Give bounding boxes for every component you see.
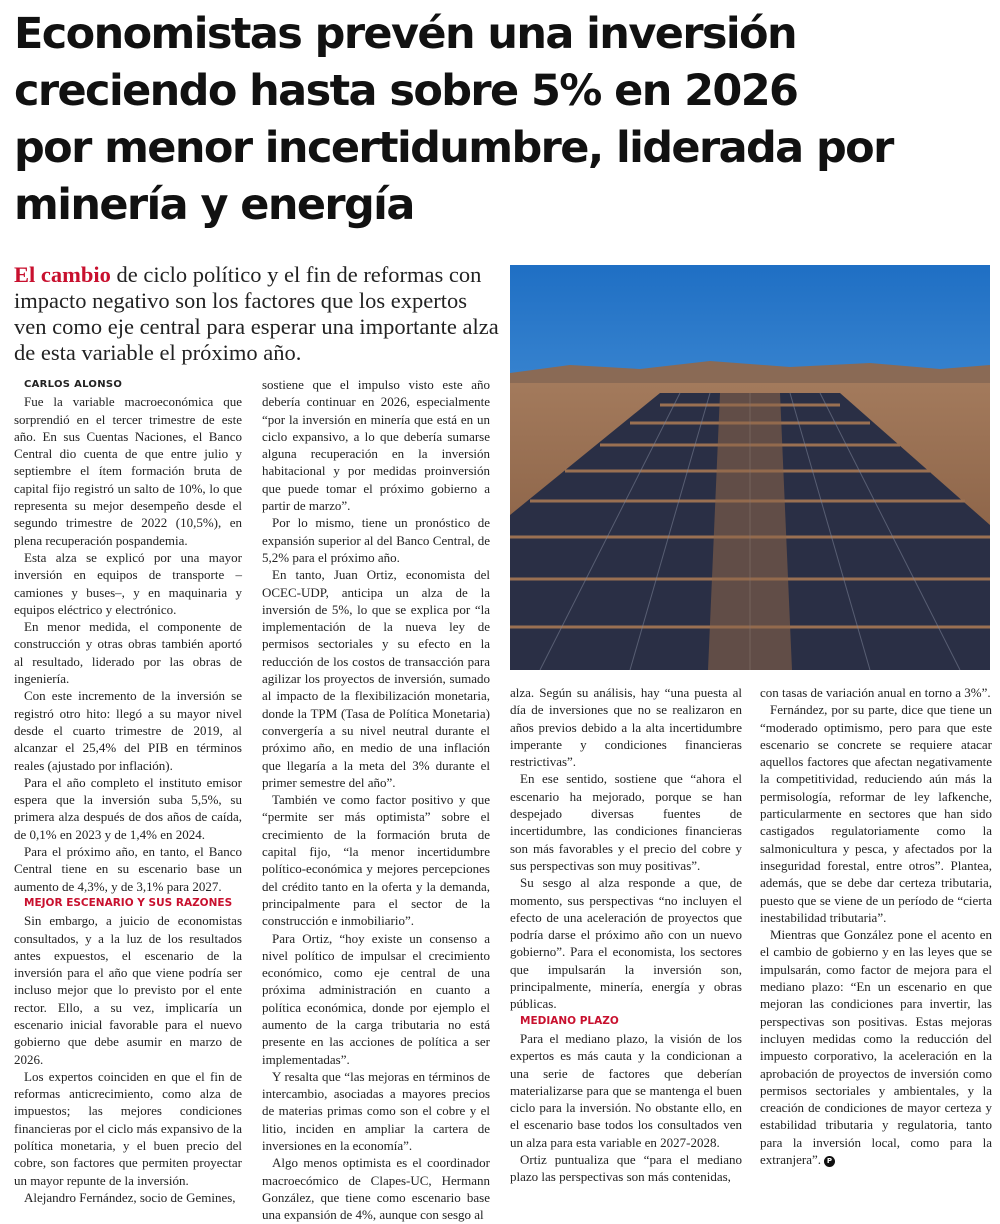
article-column-2 xyxy=(262,376,490,1224)
paragraph: Para el año completo el instituto emisor espera que la inversión suba 5,5%, su primera alza después de dos años de caída, de 0,1% en 2023 y de 1,4% en 2024. xyxy=(14,774,242,842)
paragraph-text: Mientras que González pone el acento en el cambio de gobierno y en las leyes que se impulsarán, como factor de mejora para el mediano plazo: “En un escenario en que mejoran las condiciones para invertir, las perspectivas son positivas. Estas mejoras incluyen medidas como la reducción del impuesto corporativo, la aceleración en la aprobación de proyectos de inversión como permisos sectoriales y ambientales, y la creación de condiciones de mayor certeza y estabilidad tributaria y regulatoria, tanto para la inversión local, como para la extranjera”. xyxy=(760,927,992,1168)
paragraph: Algo menos optimista es el coordinador macroecómico de Clapes-UC, Hermann González, que tiene como escenario base una expansión de 4%, aunque con sesgo al xyxy=(262,1155,490,1223)
paragraph: alza. Según su análisis, hay “una puesta al día de inversiones que no se realizaron en años previos debido a la alta incertidumbre imperante y condiciones financieras restrictivas”. xyxy=(510,685,742,770)
headline-line-1: Economistas prevén una inversión xyxy=(14,9,797,59)
headline-line-3: por menor incertidumbre, liderada por xyxy=(14,123,893,173)
headline-line-4: minería y energía xyxy=(14,180,414,230)
paragraph: Para Ortiz, “hoy existe un consenso a nivel político de impulsar el crecimiento económico, como eje central de una próxima administración en cuanto a política económica, donde por ejemplo el aumento de la carga tributaria no está presente en las acciones de política a ser implementadas”. xyxy=(262,930,490,1067)
end-mark-icon: P xyxy=(824,1156,835,1167)
article-column-3 xyxy=(510,684,742,1186)
paragraph: con tasas de variación anual en torno a 3%”. xyxy=(760,685,991,700)
headline xyxy=(14,6,989,234)
paragraph: También ve como factor positivo y que “permite ser más optimista” sobre el crecimiento de la formación bruta de capital fijo, “la menor incertidumbre político-económica y mejores percepciones del crédito tanto en la oferta y la demanda, principalmente para el sector de la construcción e inmobiliario”. xyxy=(262,792,490,929)
lead-paragraph xyxy=(14,262,499,366)
paragraph: Con este incremento de la inversión se registró otro hito: llegó a su mayor nivel desde el cuarto trimestre de 2019, al alcanzar el 25,4% del PIB en términos reales (ajustado por inflación). xyxy=(14,688,242,773)
paragraph: Para el próximo año, en tanto, el Banco Central tiene en su escenario base un aumento de 4,3%, y de 3,1% para 2027. xyxy=(14,844,242,894)
paragraph: sostiene que el impulso visto este año debería continuar en 2026, especialmente “por la inversión en minería que está en un ciclo expansivo, a lo que debería sumarse alguna recuperación en la inversión habitacional y por medidas proinversión que puede tomar el próximo gobierno a partir de marzo”. xyxy=(262,377,490,514)
paragraph: En ese sentido, sostiene que “ahora el escenario ha mejorado, porque se han despejado diversas fuentes de incertidumbre, las condiciones financieras son más favorables y el precio del cobre y sus perspectivas son muy positivas”. xyxy=(510,771,742,873)
subheading: MEJOR ESCENARIO Y SUS RAZONES xyxy=(24,896,233,909)
paragraph: Fue la variable macroeconómica que sorprendió en el tercer trimestre de este año. En sus Cuentas Naciones, el Banco Central dio cuenta de que entre julio y septiembre el ítem formación bruta de capital fijo registró un salto de 10%, lo que representa su mejor desempeño desde el segundo trimestre de 2022 (10,5%), en plena recuperación pospandemia. xyxy=(14,394,242,548)
paragraph: Para el mediano plazo, la visión de los expertos es más cauta y la condicionan a una serie de factores que deberían materializarse para que se mantenga el buen ciclo para la inversión. No obstante ello, en el escenario base todos los consultados ven un alza para esta variable en 2027-2028. xyxy=(510,1030,742,1150)
paragraph xyxy=(760,926,992,1168)
paragraph: Alejandro Fernández, socio de Gemines, xyxy=(24,1189,236,1205)
paragraph: Ortiz puntualiza que “para el mediano plazo las perspectivas son más contenidas, xyxy=(510,1152,742,1185)
paragraph: Esta alza se explicó por una mayor inversión en equipos de transporte –camiones y buses–, y en maquinaria y equipos eléctrico y electrónico. xyxy=(14,549,242,617)
article-column-4 xyxy=(760,684,992,1168)
lead-text: de ciclo político y el fin de reformas con impacto negativo son los factores que los expertos ven como eje central para esperar una importante alza de esta variable el próximo año. xyxy=(14,262,499,365)
lead-highlight: El cambio xyxy=(14,262,111,287)
paragraph: Los expertos coinciden en que el fin de reformas anticrecimiento, como alza de impuestos; las mejores condiciones financieras por el ciclo más expansivo de la política monetaria, y el buen precio del cobre, son factores que permiten proyectar un mayor repunte de la inversión. xyxy=(14,1068,242,1188)
paragraph: Fernández, por su parte, dice que tiene un “moderado optimismo, pero para que este escenario se concrete se requiere atacar aquellos factores que afectan negativamente la competitividad, reduciendo aún más la permisología, reformar de ley lafkenche, particularmente en sectores que han sido castigados regulatoriamente como la salmonicultura y pesca, y afectados por la inseguridad forestal, entre otros”. Plantea, además, que se debe dar certeza tributaria, puesto que se viene de un período de “cierta inestabilidad tributaria”. xyxy=(760,702,992,925)
paragraph: Sin embargo, a juicio de economistas consultados, y a la luz de los resultados antes expuestos, el escenario de la inversión para el año que viene podría ser incluso mejor que lo previsto por el ente rector. Ello, a su vez, implicaría un escenario inicial favorable para el nuevo gobierno que debe asumir en marzo de 2026. xyxy=(14,913,242,1067)
headline-line-2: creciendo hasta sobre 5% en 2026 xyxy=(14,66,798,116)
byline: CARLOS ALONSO xyxy=(24,379,123,390)
paragraph: Y resalta que “las mejoras en términos de intercambio, asociadas a mayores precios de materias primas como son el cobre y el litio, inciden en ampliar la cartera de inversiones en la economía”. xyxy=(262,1068,490,1154)
solar-farm-photo xyxy=(510,265,990,670)
paragraph: En tanto, Juan Ortiz, economista del OCEC-UDP, anticipa un alza de la inversión de 5%, lo que se explica por “la implementación de la nueva ley de permisos sectoriales y su efecto en la reducción de los costos de transacción para agilizar los proyectos de inversión, sumado al impacto de la flexibilización monetaria, donde la TPM (Tasa de Política Monetaria) convergería a su nivel neutral durante el próximo año, en medio de una inflación que llegaría a la meta del 3% durante el primer semestre del año”. xyxy=(262,567,490,790)
article-column-1 xyxy=(14,376,242,1206)
paragraph: Por lo mismo, tiene un pronóstico de expansión superior al del Banco Central, de 5,2% para el próximo año. xyxy=(262,515,490,565)
paragraph: Su sesgo al alza responde a que, de momento, sus perspectivas “no incluyen el efecto de una aceleración de proyectos que podría darse el próximo año con un nuevo gobierno”. Para el economista, los sectores que impulsarán la inversión son, principalmente, minería, energía y obras públicas. xyxy=(510,875,742,1012)
paragraph: En menor medida, el componente de construcción y otras obras también aportó al resultado, liderado por las obras de ingeniería. xyxy=(14,619,242,687)
subheading: MEDIANO PLAZO xyxy=(520,1014,619,1027)
